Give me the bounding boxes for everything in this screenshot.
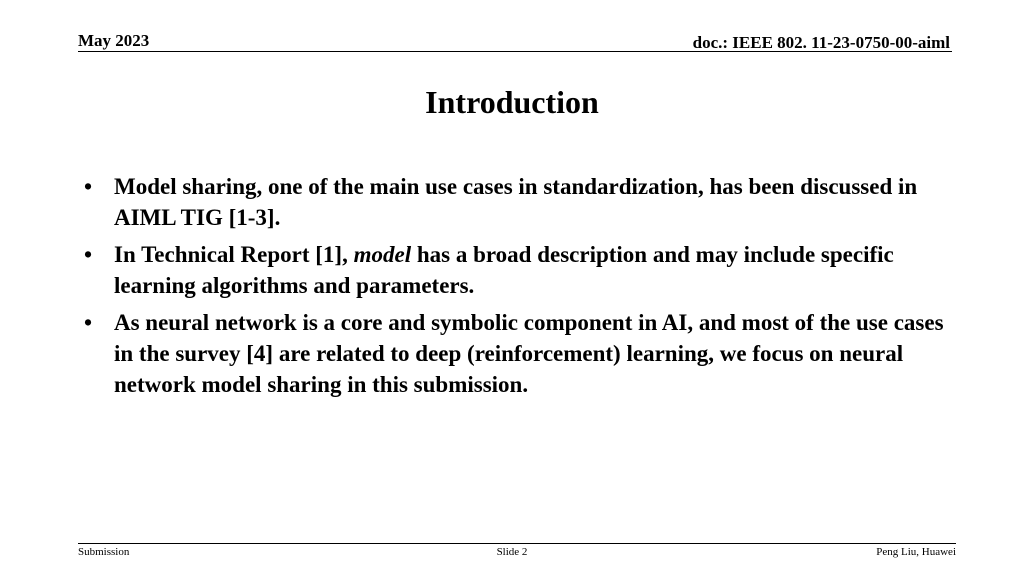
footer-slide-number: Slide 2 [496,546,528,558]
header-date: May 2023 [78,31,150,50]
bullet-dot-icon: • [84,174,93,199]
slide-title: Introduction [425,84,599,120]
header-doc-id: doc.: IEEE 802. 11-23-0750-00-aiml [692,33,950,52]
bullet-text: As neural network is a core and symbolic component in AI, and most of the use cases in the survey [4] are related to deep (reinforcement) learning, we focus on neural network model sharing in this submission. [114,310,944,397]
bullet-list [84,171,954,406]
footer-author: Peng Liu, Huawei [876,546,956,558]
bullet-dot-icon: • [84,310,93,335]
footer-submission: Submission [78,546,130,558]
bullet-dot-icon: • [84,242,93,267]
bullet-item-2 [84,239,954,301]
bullet-text-suffix: has a broad description and may include specific learning algorithms and parameters. [114,242,894,298]
bullet-item-3 [84,307,954,400]
bullet-item-1 [84,171,954,233]
header-divider [78,51,952,52]
bullet-text: Model sharing, one of the main use cases in standardization, has been discussed in AIML TIG [1-3]. [114,174,918,230]
bullet-text-emphasis: model [353,242,412,267]
footer-divider [78,543,956,544]
bullet-text-prefix: In Technical Report [1], [114,242,354,267]
